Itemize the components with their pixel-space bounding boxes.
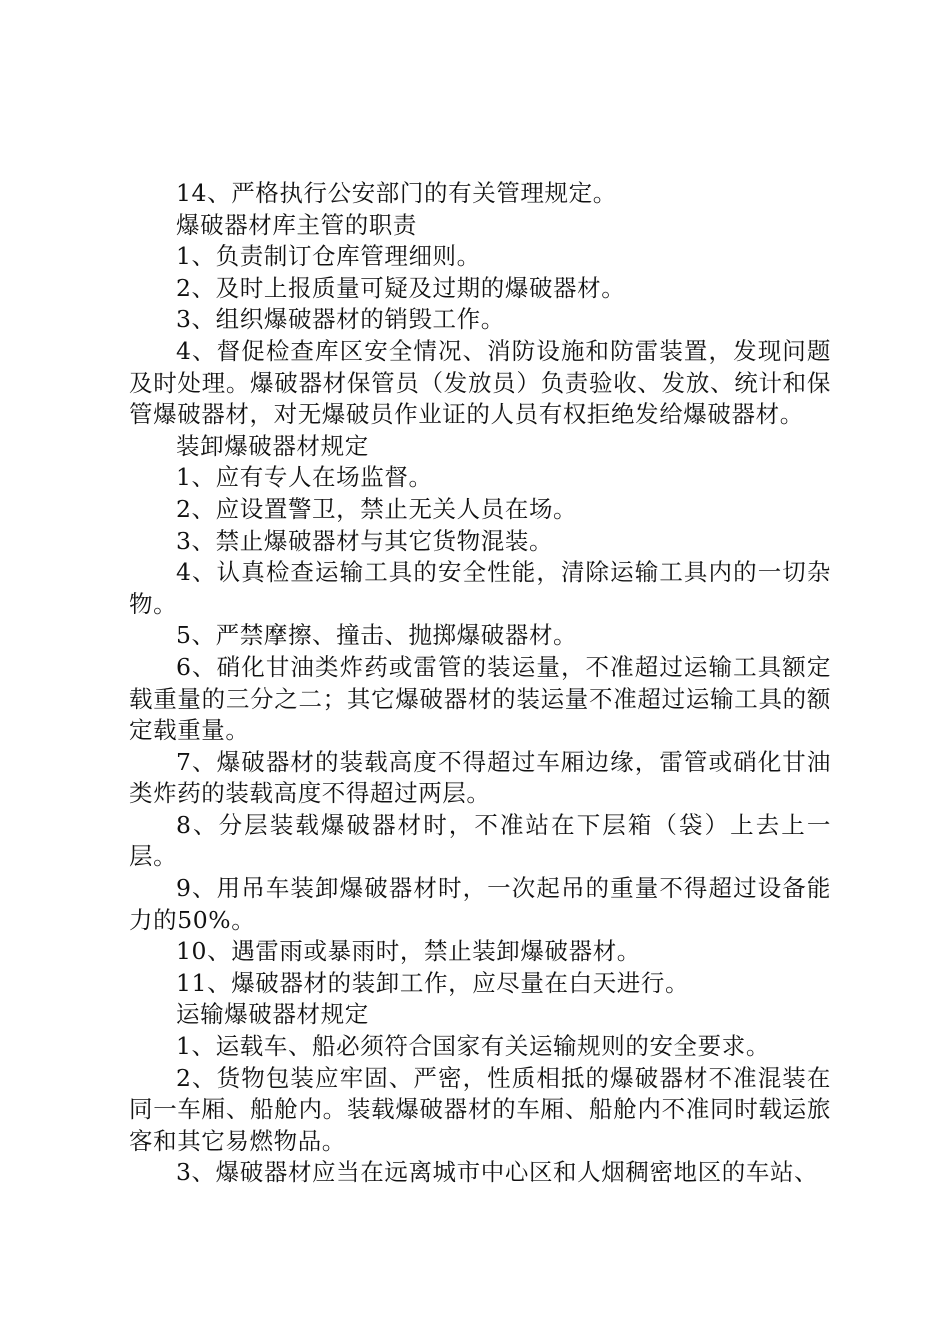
paragraph: 1、运载车、船必须符合国家有关运输规则的安全要求。 (176, 1032, 770, 1061)
section-heading: 运输爆破器材规定 (176, 1000, 369, 1029)
paragraph: 4、督促检查库区安全情况、消防设施和防雷装置，发现问题及时处理。爆破器材保管员（发放员）负责验收、发放、统计和保管爆破器材，对无爆破员作业证的人员有权拒绝发给爆破器材。 (129, 336, 831, 429)
paragraph: 3、禁止爆破器材与其它货物混装。 (176, 526, 554, 555)
paragraph: 10、遇雷雨或暴雨时，禁止装卸爆破器材。 (176, 937, 641, 966)
document-body (129, 178, 831, 1189)
paragraph: 7、爆破器材的装载高度不得超过车厢边缘，雷管或硝化甘油类炸药的装载高度不得超过两层。 (129, 747, 831, 808)
paragraph: 1、应有专人在场监督。 (176, 463, 433, 492)
paragraph: 2、货物包装应牢固、严密，性质相抵的爆破器材不准混装在同一车厢、船舱内。装载爆破器材的车厢、船舱内不准同时载运旅客和其它易燃物品。 (129, 1063, 831, 1155)
paragraph: 2、及时上报质量可疑及过期的爆破器材。 (176, 273, 626, 302)
paragraph: 3、爆破器材应当在远离城市中心区和人烟稠密地区的车站、 (176, 1158, 819, 1187)
paragraph: 4、认真检查运输工具的安全性能，清除运输工具内的一切杂物。 (129, 558, 831, 618)
paragraph: 6、硝化甘油类炸药或雷管的装运量，不准超过运输工具额定载重量的三分之二；其它爆破器材的装运量不准超过运输工具的额定载重量。 (129, 652, 831, 745)
paragraph: 1、负责制订仓库管理细则。 (176, 242, 481, 271)
section-heading: 爆破器材库主管的职责 (176, 210, 417, 239)
paragraph: 11、爆破器材的装卸工作，应尽量在白天进行。 (176, 968, 690, 997)
section-heading: 装卸爆破器材规定 (176, 431, 369, 460)
paragraph: 8、分层装载爆破器材时，不准站在下层箱（袋）上去上一层。 (129, 810, 831, 871)
paragraph: 5、严禁摩擦、撞击、抛掷爆破器材。 (176, 621, 578, 650)
paragraph: 9、用吊车装卸爆破器材时，一次起吊的重量不得超过设备能力的50%。 (129, 874, 831, 934)
paragraph: 14、严格执行公安部门的有关管理规定。 (176, 179, 617, 207)
paragraph: 2、应设置警卫，禁止无关人员在场。 (176, 494, 578, 523)
paragraph: 3、组织爆破器材的销毁工作。 (176, 305, 505, 334)
